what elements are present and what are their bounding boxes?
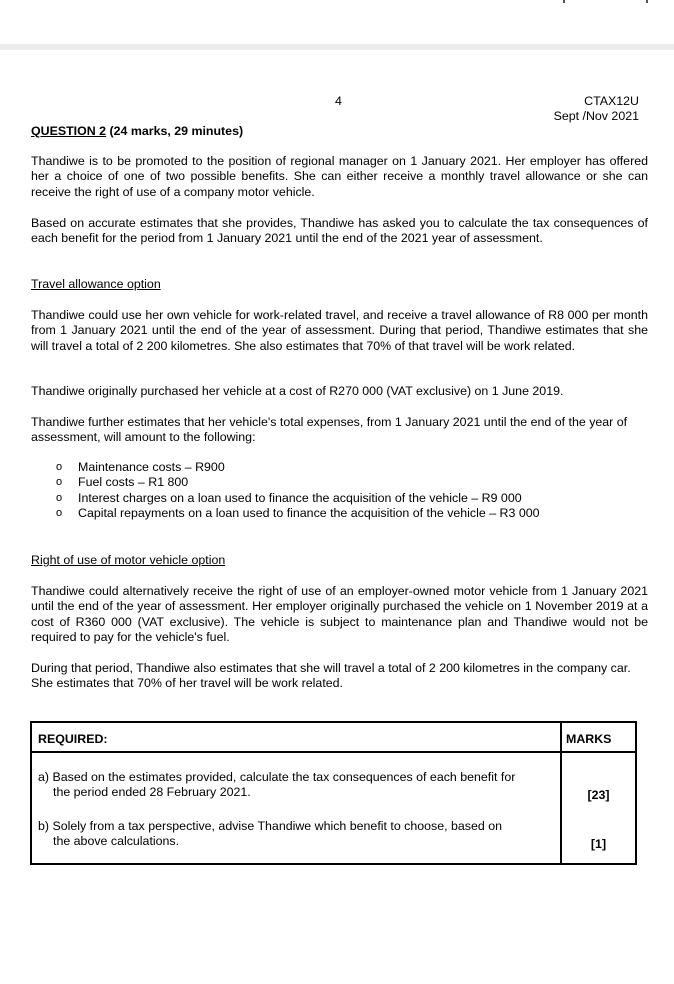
page-number: 4: [335, 94, 342, 108]
expense-text: Fuel costs – R1 800: [78, 475, 189, 490]
bullet-icon: o: [56, 507, 63, 520]
item-label: b): [38, 819, 53, 833]
previous-page-fragment: [0, 0, 674, 4]
expense-text: Maintenance costs – R900: [78, 460, 225, 474]
required-table: [30, 721, 637, 865]
required-item-b: [38, 819, 556, 850]
right-of-use-paragraph: Thandiwe could alternatively receive the right of use of an employer-owned motor vehicle from 1 January 2021 until the end of the year of assessment. Her employer originally purchased the vehicle on 1 November 2019 at a cost of R360 000 (VAT exclusive). The vehicle is subject to maintenance plan and Thandiwe would not be required to pay for the vehicle's fuel.: [31, 584, 648, 645]
document-page: [0, 50, 674, 984]
required-table-header: [32, 723, 635, 753]
exam-session: Sept /Nov 2021: [553, 109, 639, 123]
item-text-line-2: the period ended 28 February 2021.: [53, 785, 251, 800]
question-heading: [31, 124, 243, 138]
list-item: [56, 491, 540, 506]
marks-value-b: [1]: [590, 837, 607, 851]
required-header-label: REQUIRED:: [38, 732, 108, 746]
question-title: QUESTION 2: [31, 124, 107, 138]
marks-value-a: [23]: [587, 788, 610, 802]
question-meta: (24 marks, 29 minutes): [106, 124, 244, 138]
item-text-line-1: Solely from a tax perspective, advise Thandiwe which benefit to choose, based on: [52, 819, 503, 833]
bullet-icon: o: [56, 461, 63, 473]
travel-estimate-paragraph: During that period, Thandiwe also estimates that she will travel a total of 2 200 kilometres in the company car. She estimates that 70% of her travel will be work related.: [31, 661, 631, 691]
expenses-list: [56, 460, 540, 522]
course-code: CTAX12U: [584, 94, 639, 108]
marks-header-label: MARKS: [566, 732, 612, 746]
list-item: [56, 460, 540, 475]
list-item: [56, 506, 540, 521]
vehicle-expenses-paragraph: Thandiwe further estimates that her vehicle's total expenses, from 1 January 2021 until the end of the year of assessment, will amount to the following:: [31, 415, 628, 445]
bullet-icon: o: [56, 491, 63, 504]
text-fragment-mark: [646, 0, 648, 3]
travel-allowance-paragraph: Thandiwe could use her own vehicle for work-related travel, and receive a travel allowance of R8 000 per month from 1 January 2021 until the end of the year of assessment. During that period, Thandiwe estimates that she will travel a total of 2 200 kilometres. She also estimates that 70% of that travel will be work related.: [31, 308, 648, 353]
item-label: a): [38, 770, 53, 784]
list-item: [56, 475, 540, 490]
intro-paragraph: Thandiwe is to be promoted to the position of regional manager on 1 January 2021. Her employer has offered her a choice of one of two possible benefits. She can either receive a monthly travel allowance or she can receive the right of use of a company motor vehicle.: [31, 154, 648, 199]
item-text-line-1: Based on the estimates provided, calculate the tax consequences of each benefit for: [52, 770, 516, 784]
intro-paragraph: Based on accurate estimates that she provides, Thandiwe has asked you to calculate the tax consequences of each benefit for the period from 1 January 2021 until the end of the 2021 year of assessment.: [31, 216, 648, 246]
expense-text: Interest charges on a loan used to finance the acquisition of the vehicle – R9 000: [78, 490, 522, 505]
expense-text: Capital repayments on a loan used to finance the acquisition of the vehicle – R3 000: [78, 506, 540, 521]
section-heading-travel-allowance: Travel allowance option: [31, 277, 161, 291]
section-heading-right-of-use: Right of use of motor vehicle option: [31, 553, 226, 567]
item-text-line-2: the above calculations.: [53, 834, 180, 849]
text-fragment-mark: [563, 0, 565, 3]
bullet-icon: o: [56, 476, 63, 489]
vehicle-purchase-paragraph: Thandiwe originally purchased her vehicle at a cost of R270 000 (VAT exclusive) on 1 June 2019.: [31, 384, 564, 398]
required-item-a: [38, 770, 556, 801]
